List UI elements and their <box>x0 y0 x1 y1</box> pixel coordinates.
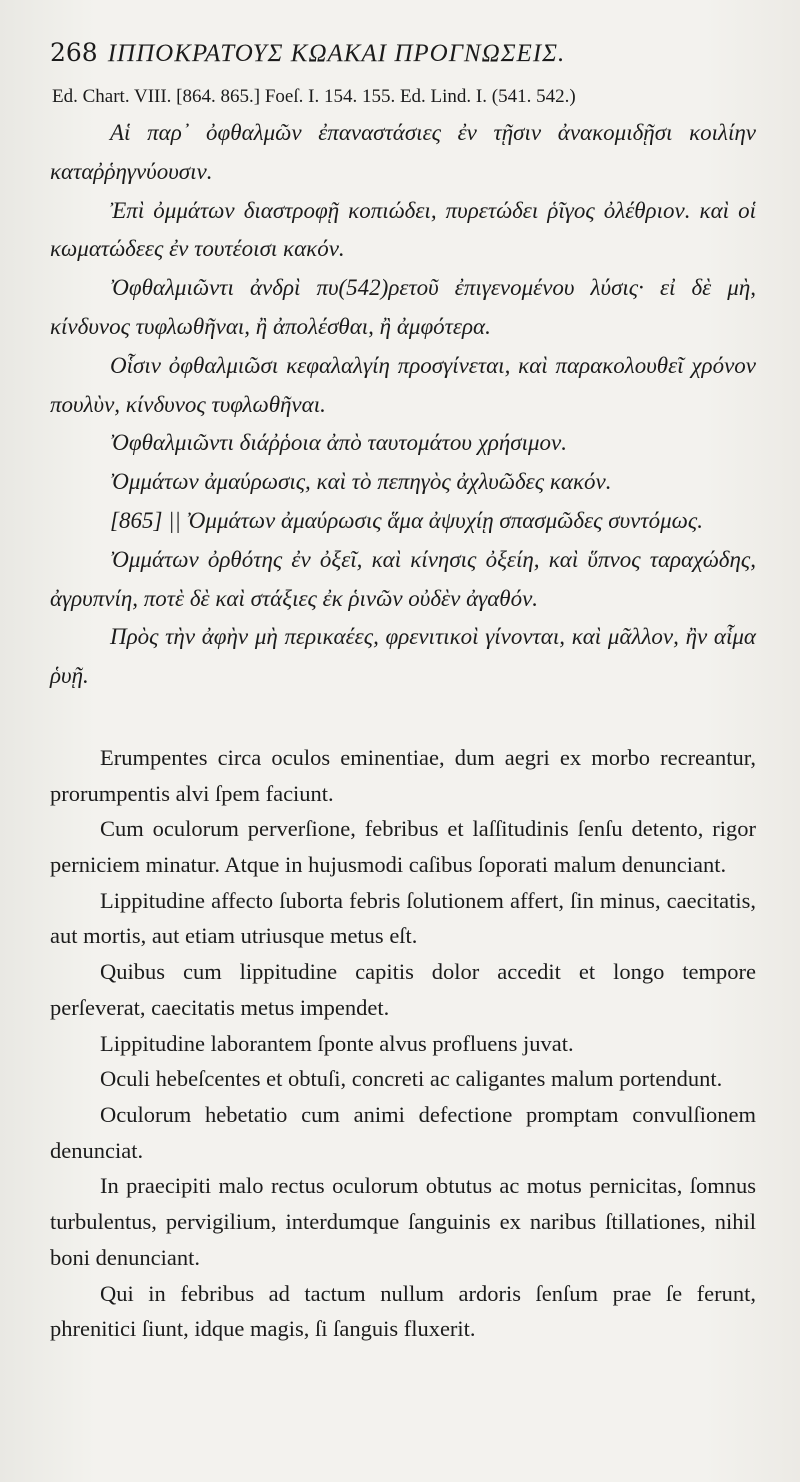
greek-paragraph: Αἱ παρ᾽ ὀφθαλμῶν ἐπαναστάσιες ἐν τῇσιν ἀνακομιδῇσι κοιλίην καταῤῥηγνύουσιν. <box>50 120 756 184</box>
page-number: 268 <box>50 38 98 67</box>
page-header <box>50 38 756 78</box>
greek-paragraph: Οἷσιν ὀφθαλμιῶσι κεφαλαλγίη προσγίνεται, καὶ παρακολουθεῖ χρόνον πουλὺν, κίνδυνος τυφλωθῆναι. <box>50 352 756 417</box>
latin-paragraph: Cum oculorum perverſione, febribus et laſſitudinis ſenſu detento, rigor perniciem minatur. Atque in hujusmodi caſibus ſoporati malum denunciant. <box>50 816 756 878</box>
latin-paragraph: Oculorum hebetatio cum animi defectione promptam convulſionem denunciat. <box>50 1101 756 1163</box>
greek-paragraph: [865] || Ὀμμάτων ἀμαύρωσις ἅμα ἀψυχίῃ σπασμῶδες συντόμως. <box>110 507 703 533</box>
greek-paragraph: Πρὸς τὴν ἀφὴν μὴ περικαέες, φρενιτικοὶ γίνονται, καὶ μᾶλλον, ἢν αἷμα ῥυῇ. <box>50 624 756 689</box>
latin-paragraph: Oculi hebeſcentes et obtuſi, concreti ac caligantes malum portendunt. <box>100 1066 723 1092</box>
greek-paragraph: Ὀμμάτων ἀμαύρωσις, καὶ τὸ πεπηγὸς ἀχλυῶδες κακόν. <box>110 469 612 495</box>
greek-paragraph: Ἐπὶ ὀμμάτων διαστροφῇ κοπιώδει, πυρετώδει ῥῖγος ὀλέθριον. καὶ οἱ κωματώδεες ἐν τουτέοισι κακόν. <box>50 197 756 262</box>
latin-translation <box>50 740 756 1347</box>
latin-paragraph: Erumpentes circa oculos eminentiae, dum aegri ex morbo recreantur, prorumpentis alvi ſpem faciunt. <box>50 744 756 806</box>
running-title: ΙΠΠΟΚΡΑΤΟΥΣ ΚΩΑΚΑΙ ΠΡΟΓΝΩΣΕΙΣ. <box>107 40 566 67</box>
greek-text <box>50 114 756 696</box>
latin-paragraph: Qui in febribus ad tactum nullum ardoris ſenſum prae ſe ferunt, phrenitici ſiunt, idque magis, ſi ſanguis fluxerit. <box>50 1280 756 1342</box>
latin-paragraph: Quibus cum lippitudine capitis dolor accedit et longo tempore perſeverat, caecitatis metus impendet. <box>50 959 756 1020</box>
edition-references: Ed. Chart. VIII. [864. 865.] Foeſ. I. 154. 155. Ed. Lind. I. (541. 542.) <box>52 86 576 107</box>
greek-paragraph: Ὀμμάτων ὀρθότης ἐν ὀξεῖ, καὶ κίνησις ὀξείη, καὶ ὕπνος ταραχώδης, ἀγρυπνίη, ποτὲ δὲ καὶ στάξιες ἐκ ῥινῶν οὐδὲν ἀγαθόν. <box>50 546 756 611</box>
latin-paragraph: Lippitudine laborantem ſponte alvus profluens juvat. <box>100 1030 574 1056</box>
latin-paragraph: Lippitudine affecto ſuborta febris ſolutionem affert, ſin minus, caecitatis, aut mortis, aut etiam utriusque metus eſt. <box>50 887 756 949</box>
greek-paragraph: Ὀφθαλμιῶντι ἀνδρὶ πυ(542)ρετοῦ ἐπιγενομένου λύσις· εἰ δὲ μὴ, κίνδυνος τυφλωθῆναι, ἢ ἀπολέσθαι, ἢ ἀμφότερα. <box>50 275 756 339</box>
latin-paragraph: In praecipiti malo rectus oculorum obtutus ac motus pernicitas, ſomnus turbulentus, pervigilium, interdumque ſanguinis ex naribus ſtillationes, nihil boni denunciant. <box>50 1173 756 1270</box>
greek-paragraph: Ὀφθαλμιῶντι διάῤῥοια ἀπὸ ταυτομάτου χρήσιμον. <box>110 430 568 456</box>
